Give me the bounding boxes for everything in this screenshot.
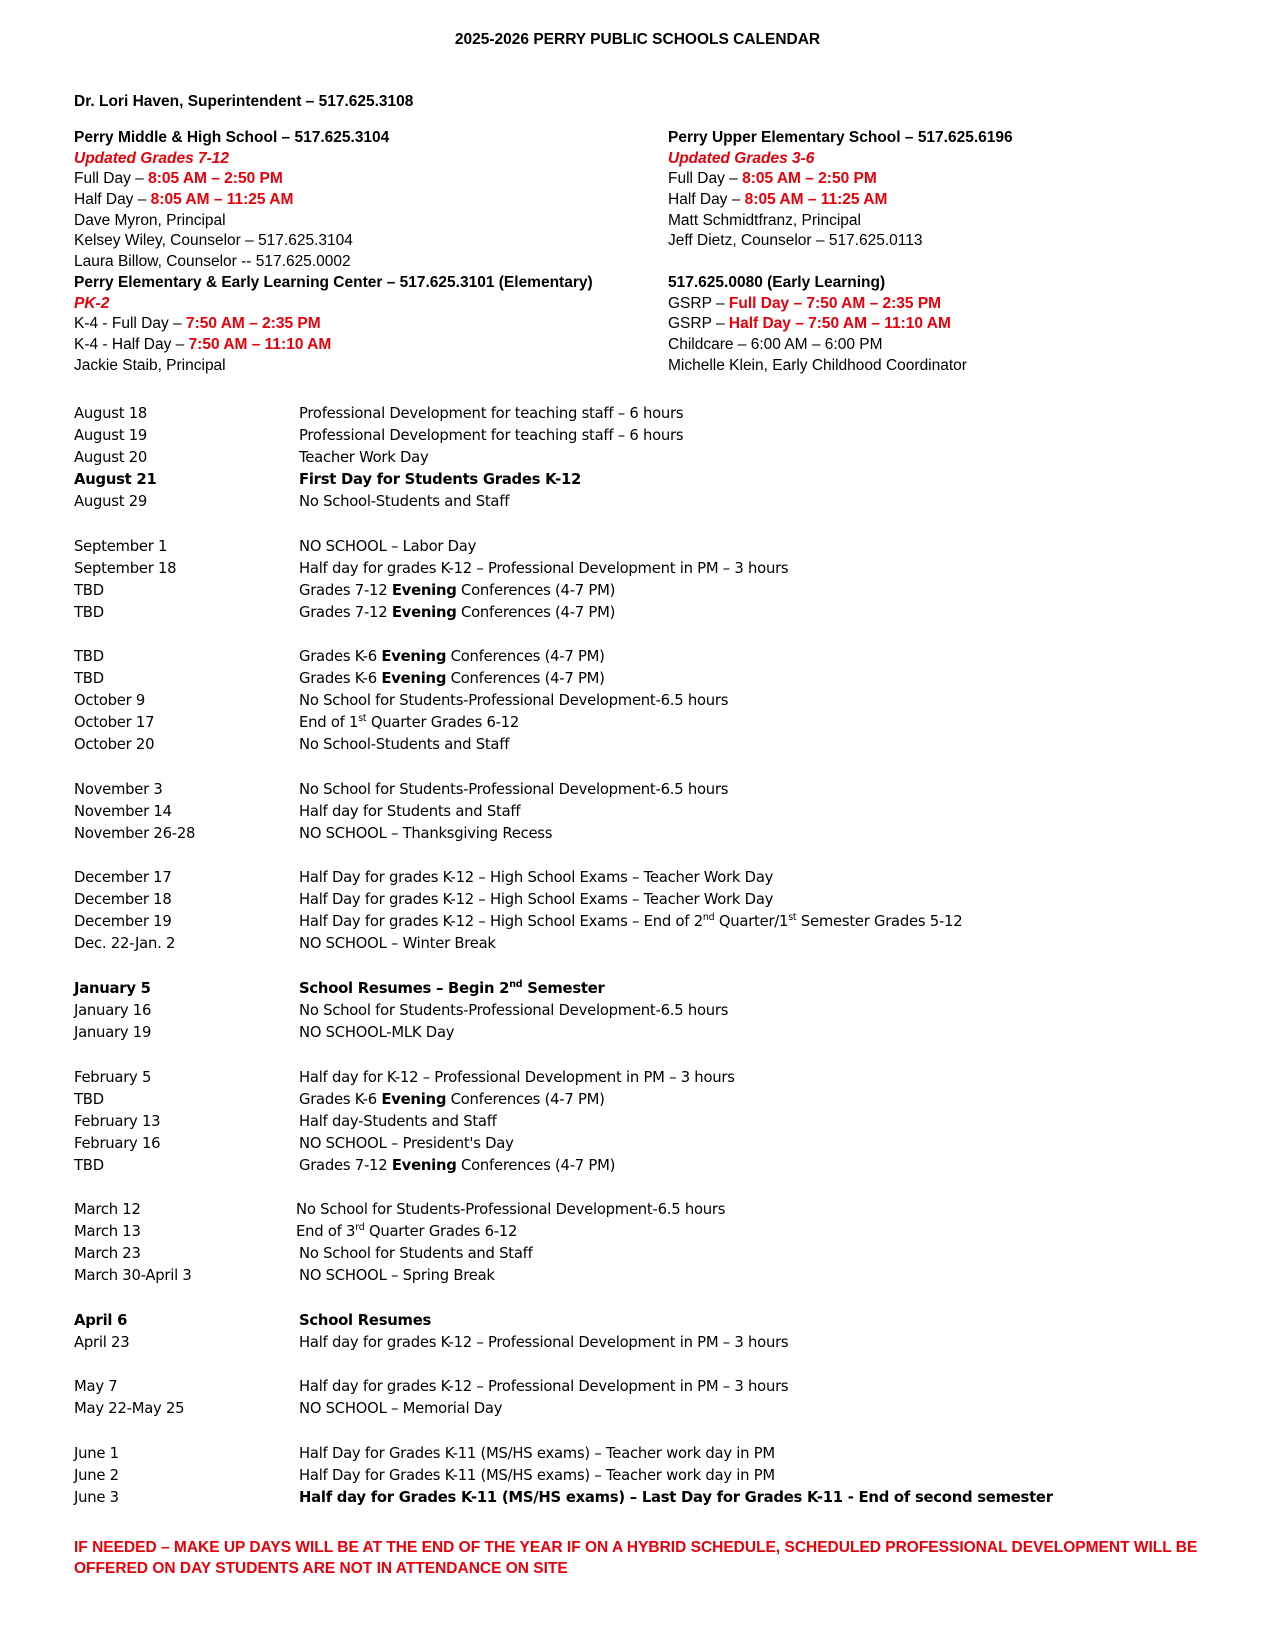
- event-date: TBD: [74, 670, 104, 688]
- elementary-full-day: K-4 - Full Day – 7:50 AM – 2:35 PM: [74, 315, 321, 333]
- event-description: First Day for Students Grades K-12: [299, 471, 582, 488]
- upper-elementary-full-day: Full Day – 8:05 AM – 2:50 PM: [668, 170, 877, 188]
- event-row: [74, 1155, 1254, 1177]
- upper-elementary-half-day: Half Day – 8:05 AM – 11:25 AM: [668, 191, 888, 209]
- event-description: Half day for Grades K-11 (MS/HS exams) – Last Day for Grades K-11 - End of second semester: [299, 1488, 1053, 1506]
- event-description: Half day for Students and Staff: [299, 802, 521, 820]
- event-description: No School-Students and Staff: [299, 493, 510, 510]
- event-row: [74, 889, 1254, 911]
- event-row: [74, 425, 1254, 447]
- event-date: April 6: [74, 1311, 128, 1329]
- event-row: [74, 1133, 1254, 1155]
- middle-high-principal: Dave Myron, Principal: [74, 211, 226, 229]
- event-date: August 21: [74, 471, 157, 488]
- event-date: March 23: [74, 1245, 141, 1263]
- event-description: NO SCHOOL – Thanksgiving Recess: [299, 824, 553, 842]
- event-date: May 7: [74, 1378, 118, 1396]
- event-description: Professional Development for teaching staff – 6 hours: [299, 427, 684, 444]
- event-row: [74, 602, 1254, 624]
- event-description: Grades 7-12 Evening Conferences (4-7 PM): [299, 581, 616, 599]
- event-row: [74, 580, 1254, 602]
- event-date: March 30-April 3: [74, 1267, 192, 1285]
- event-date: June 3: [74, 1488, 119, 1506]
- event-date: January 16: [74, 1001, 152, 1019]
- event-description: No School for Students-Professional Development-6.5 hours: [299, 1001, 729, 1019]
- event-row: [74, 978, 1254, 1000]
- event-date: June 1: [74, 1444, 119, 1462]
- event-row: [74, 469, 1254, 491]
- event-row: [74, 867, 1254, 889]
- event-description: School Resumes: [299, 1311, 432, 1329]
- event-description: Grades 7-12 Evening Conferences (4-7 PM): [299, 603, 616, 621]
- event-row: [74, 1199, 1254, 1221]
- event-row: [74, 1443, 1254, 1465]
- event-date: June 2: [74, 1466, 119, 1484]
- gsrp-full-day: GSRP – Full Day – 7:50 AM – 2:35 PM: [668, 294, 942, 312]
- event-date: September 18: [74, 559, 177, 577]
- event-date: December 18: [74, 891, 172, 909]
- event-date: September 1: [74, 537, 168, 555]
- event-row: [74, 1332, 1254, 1354]
- event-date: November 26-28: [74, 824, 196, 842]
- event-description: Half day-Students and Staff: [299, 1112, 497, 1130]
- event-row: [74, 1487, 1254, 1509]
- event-row: [74, 1243, 1254, 1265]
- event-row: [74, 558, 1254, 580]
- event-row: [74, 1221, 1254, 1243]
- event-date: December 19: [74, 913, 172, 931]
- event-date: November 3: [74, 780, 163, 798]
- event-description: Grades 7-12 Evening Conferences (4-7 PM): [299, 1156, 616, 1174]
- event-date: Dec. 22-Jan. 2: [74, 935, 176, 953]
- event-row: [74, 1265, 1254, 1287]
- event-row: [74, 690, 1254, 712]
- middle-high-half-day: Half Day – 8:05 AM – 11:25 AM: [74, 191, 294, 209]
- make-up-days-notice: IF NEEDED – MAKE UP DAYS WILL BE AT THE END OF THE YEAR IF ON A HYBRID SCHEDULE, SCHEDULED PROFESSIONAL DEVELOPMENT WILL BE OFFERED ON DAY STUDENTS ARE NOT IN ATTENDANCE ON SITE: [74, 1539, 1198, 1577]
- event-description: Half Day for grades K-12 – High School Exams – Teacher Work Day: [299, 869, 774, 887]
- middle-high-school-block: [74, 128, 593, 376]
- event-row: [74, 536, 1254, 558]
- event-row: [74, 823, 1254, 845]
- event-description: NO SCHOOL – Memorial Day: [299, 1400, 503, 1418]
- event-date: August 20: [74, 449, 148, 466]
- event-row: [74, 447, 1254, 469]
- event-row: [74, 933, 1254, 955]
- page-title: 2025-2026 PERRY PUBLIC SCHOOLS CALENDAR: [454, 31, 821, 48]
- event-description: Half Day for grades K-12 – High School Exams – Teacher Work Day: [299, 891, 774, 909]
- event-description: Half day for grades K-12 – Professional Development in PM – 3 hours: [299, 1333, 789, 1351]
- event-description: School Resumes – Begin 2nd Semester: [299, 978, 605, 997]
- middle-high-name: Perry Middle & High School – 517.625.3104: [74, 129, 390, 146]
- event-description: NO SCHOOL – Spring Break: [299, 1267, 495, 1285]
- event-row: [74, 712, 1254, 734]
- event-row: [74, 403, 1254, 425]
- early-learning-name: 517.625.0080 (Early Learning): [668, 273, 886, 291]
- event-row: [74, 801, 1254, 823]
- event-description: NO SCHOOL – Labor Day: [299, 537, 477, 555]
- event-date: TBD: [74, 648, 104, 666]
- event-row: [74, 911, 1254, 933]
- event-date: August 29: [74, 493, 148, 510]
- event-date: November 14: [74, 802, 172, 820]
- event-row: [74, 779, 1254, 801]
- upper-elementary-name: Perry Upper Elementary School – 517.625.6196: [668, 129, 1013, 146]
- elementary-name: Perry Elementary & Early Learning Center – 517.625.3101 (Elementary): [74, 273, 593, 291]
- event-row: [74, 1089, 1254, 1111]
- gsrp-half-day: GSRP – Half Day – 7:50 AM – 11:10 AM: [668, 315, 951, 333]
- upper-elementary-counselor: Jeff Dietz, Counselor – 517.625.0113: [668, 232, 923, 250]
- middle-high-updated: Updated Grades 7-12: [74, 149, 230, 167]
- event-description: Grades K-6 Evening Conferences (4-7 PM): [299, 670, 605, 688]
- event-description: End of 3rd Quarter Grades 6-12: [296, 1222, 518, 1241]
- upper-elementary-block: [668, 128, 1013, 376]
- middle-high-full-day: Full Day – 8:05 AM – 2:50 PM: [74, 170, 283, 188]
- event-row: [74, 1067, 1254, 1089]
- elementary-principal: Jackie Staib, Principal: [74, 356, 226, 374]
- middle-high-counselor: Laura Billow, Counselor -- 517.625.0002: [74, 253, 351, 271]
- upper-elementary-updated: Updated Grades 3-6: [668, 149, 815, 167]
- event-date: August 19: [74, 427, 148, 444]
- event-row: [74, 734, 1254, 756]
- event-description: Grades K-6 Evening Conferences (4-7 PM): [299, 1090, 605, 1108]
- event-date: February 13: [74, 1112, 161, 1130]
- event-date: October 17: [74, 714, 155, 732]
- event-date: March 12: [74, 1201, 141, 1219]
- event-date: August 18: [74, 405, 148, 422]
- event-description: No School for Students-Professional Development-6.5 hours: [299, 780, 729, 798]
- event-date: March 13: [74, 1223, 141, 1241]
- event-description: End of 1st Quarter Grades 6-12: [299, 713, 520, 732]
- event-row: [74, 1310, 1254, 1332]
- event-date: April 23: [74, 1333, 130, 1351]
- event-date: TBD: [74, 1090, 104, 1108]
- event-description: Half day for K-12 – Professional Development in PM – 3 hours: [299, 1068, 735, 1086]
- event-date: TBD: [74, 581, 104, 599]
- event-date: February 16: [74, 1134, 161, 1152]
- event-date: TBD: [74, 1156, 104, 1174]
- event-description: No School for Students-Professional Development-6.5 hours: [299, 692, 729, 710]
- event-description: Half Day for Grades K-11 (MS/HS exams) – Teacher work day in PM: [299, 1466, 775, 1484]
- event-date: October 20: [74, 736, 155, 754]
- event-description: No School for Students and Staff: [299, 1245, 533, 1263]
- event-description: NO SCHOOL – Winter Break: [299, 935, 496, 953]
- childcare-hours: Childcare – 6:00 AM – 6:00 PM: [668, 335, 883, 353]
- event-description: Grades K-6 Evening Conferences (4-7 PM): [299, 648, 605, 666]
- event-description: Half Day for Grades K-11 (MS/HS exams) – Teacher work day in PM: [299, 1444, 775, 1462]
- event-description: Professional Development for teaching staff – 6 hours: [299, 405, 684, 422]
- event-row: [74, 1376, 1254, 1398]
- event-date: October 9: [74, 692, 146, 710]
- superintendent-line: Dr. Lori Haven, Superintendent – 517.625.3108: [74, 93, 414, 110]
- event-description: Half Day for grades K-12 – High School Exams – End of 2nd Quarter/1st Semester Grades 5-12: [299, 912, 963, 931]
- upper-elementary-principal: Matt Schmidtfranz, Principal: [668, 211, 861, 229]
- event-row: [74, 1398, 1254, 1420]
- elementary-updated: PK-2: [74, 294, 110, 312]
- event-description: Half day for grades K-12 – Professional Development in PM – 3 hours: [299, 1378, 789, 1396]
- event-row: [74, 646, 1254, 668]
- event-date: January 5: [74, 979, 151, 997]
- event-row: [74, 1465, 1254, 1487]
- event-row: [74, 1111, 1254, 1133]
- calendar-events: [74, 403, 1254, 1509]
- early-childhood-coordinator: Michelle Klein, Early Childhood Coordinator: [668, 356, 967, 374]
- event-description: Teacher Work Day: [299, 449, 429, 466]
- elementary-half-day: K-4 - Half Day – 7:50 AM – 11:10 AM: [74, 335, 332, 353]
- event-row: [74, 668, 1254, 690]
- event-date: January 19: [74, 1023, 152, 1041]
- event-description: No School for Students-Professional Development-6.5 hours: [296, 1201, 726, 1219]
- event-row: [74, 1000, 1254, 1022]
- event-description: No School-Students and Staff: [299, 736, 510, 754]
- event-description: NO SCHOOL – President's Day: [299, 1134, 514, 1152]
- event-description: Half day for grades K-12 – Professional Development in PM – 3 hours: [299, 559, 789, 577]
- event-date: TBD: [74, 603, 104, 621]
- middle-high-counselor: Kelsey Wiley, Counselor – 517.625.3104: [74, 232, 353, 250]
- event-date: May 22-May 25: [74, 1400, 185, 1418]
- event-row: [74, 1022, 1254, 1044]
- event-row: [74, 491, 1254, 513]
- event-description: NO SCHOOL-MLK Day: [299, 1023, 455, 1041]
- event-date: December 17: [74, 869, 172, 887]
- event-date: February 5: [74, 1068, 152, 1086]
